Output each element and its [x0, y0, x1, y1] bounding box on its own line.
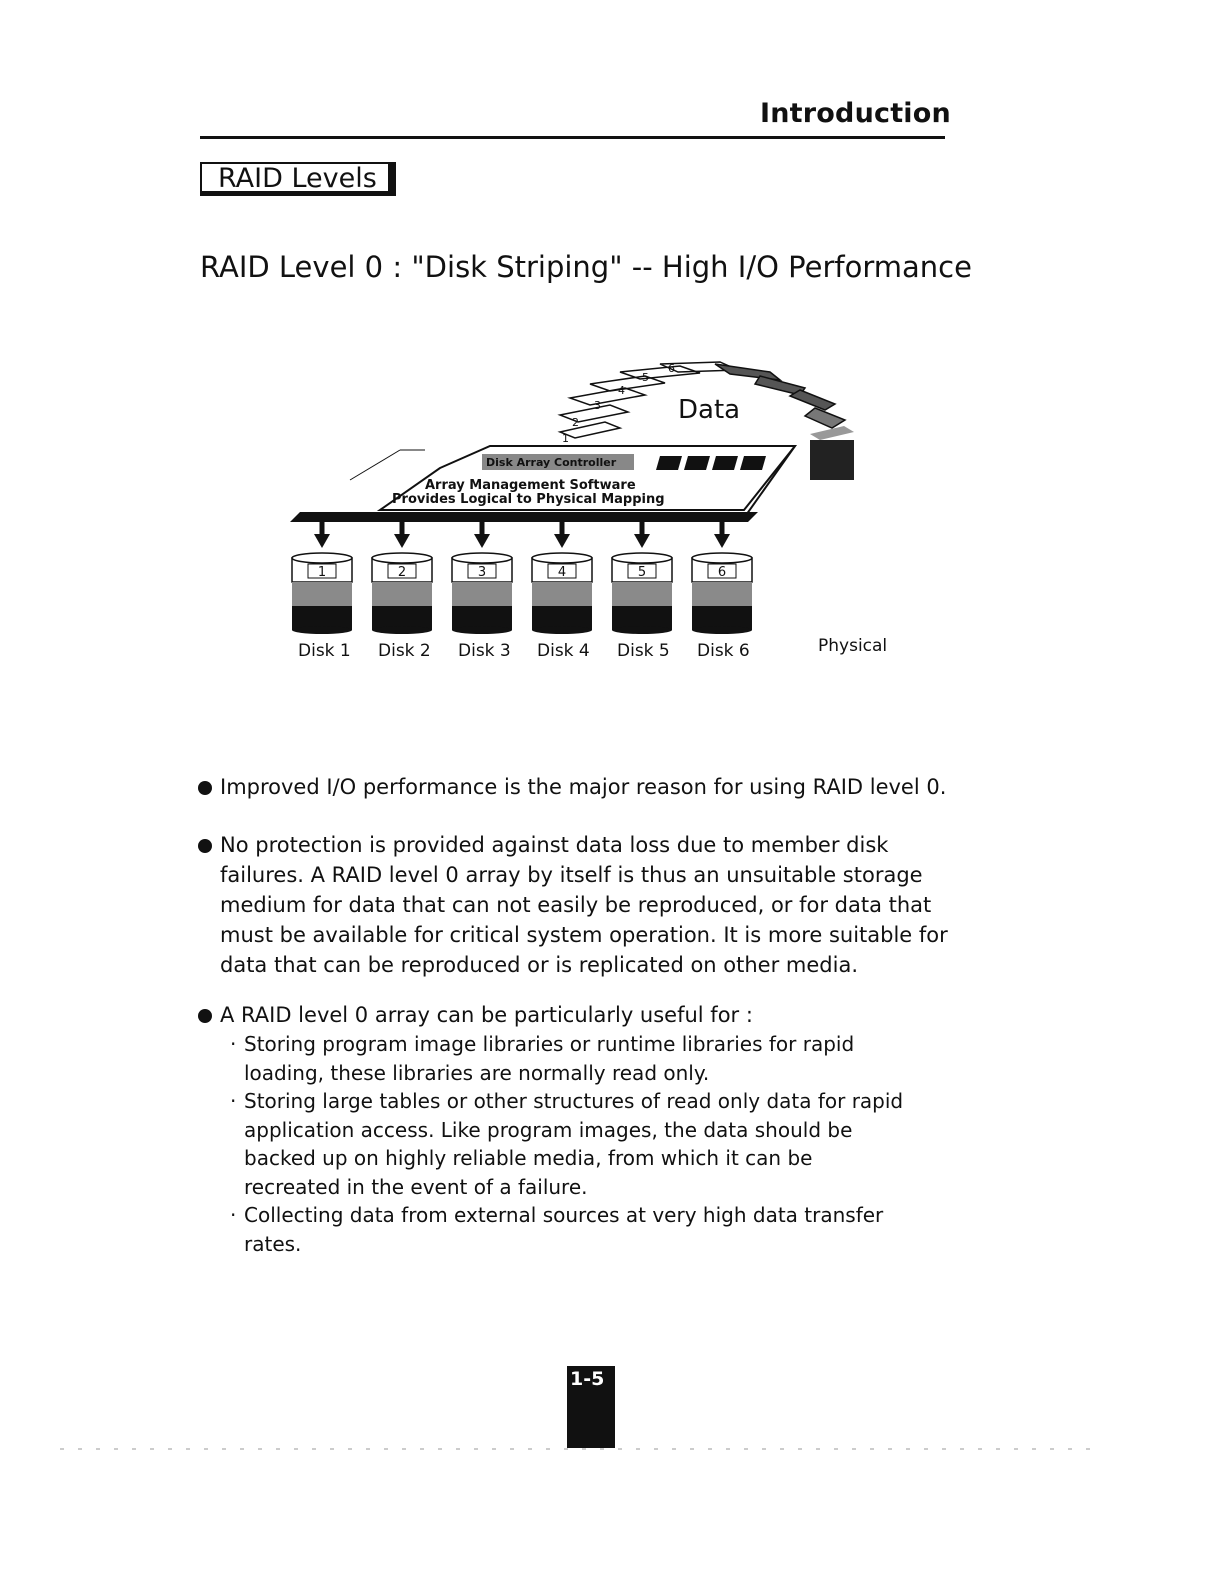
bullet-text-1: Improved I/O performance is the major reason for using RAID level 0. — [220, 775, 947, 799]
arrow-down-icon — [474, 534, 490, 548]
sub-bullet-dot-icon: · — [230, 1089, 237, 1113]
controller-label: Disk Array Controller — [486, 456, 617, 469]
disk-middle — [452, 582, 512, 606]
arrow-shaft — [480, 516, 485, 536]
stream-numbers — [562, 362, 675, 445]
stream-block-7 — [715, 364, 780, 380]
disk-cap — [692, 553, 752, 563]
sub-bullet-2-line-4: recreated in the event of a failure. — [244, 1174, 588, 1199]
stream-num-2: 2 — [572, 416, 579, 429]
disk-base — [372, 626, 432, 634]
bullet-text-2-line-1: No protection is provided against data loss due to member disk — [220, 833, 889, 857]
stream-num-1: 1 — [562, 432, 569, 445]
disk-middle — [292, 582, 352, 606]
physical-label: Physical — [818, 636, 888, 656]
sub-bullet-3-line-1: Collecting data from external sources at very high data transfer — [244, 1203, 884, 1227]
bus-bar — [290, 512, 758, 522]
arrow-shaft — [640, 516, 645, 536]
sub-bullet-3-line-2: rates. — [244, 1231, 302, 1256]
disk-label-2: Disk 2 — [378, 641, 431, 661]
raid0-diagram — [260, 350, 900, 640]
software-label-line2: Provides Logical to Physical Mapping — [392, 492, 665, 507]
stream-num-6: 6 — [668, 362, 675, 375]
section-label: RAID Levels — [218, 163, 377, 194]
bullet-dot-icon — [198, 1009, 212, 1023]
bullet-dot-icon — [198, 781, 212, 795]
host-cube — [810, 426, 854, 480]
sub-bullet-2-line-1: Storing large tables or other structures of read only data for rapid — [244, 1089, 904, 1113]
disk-middle — [692, 582, 752, 606]
sub-bullet-item-3 — [230, 1201, 930, 1258]
sub-bullet-dot-icon: · — [230, 1032, 237, 1056]
bullet-item-2 — [198, 830, 958, 980]
disk-block-number: 1 — [317, 565, 327, 580]
disk-cap — [452, 553, 512, 563]
stream-num-4: 4 — [618, 384, 625, 397]
disk-label-5: Disk 5 — [617, 641, 670, 661]
bullet-text-3: A RAID level 0 array can be particularly useful for : — [220, 1003, 753, 1027]
arrow-shaft — [400, 516, 405, 536]
arrow-shaft — [720, 516, 725, 536]
disk-cap — [612, 553, 672, 563]
header-rule — [200, 136, 945, 139]
bullet-item-3 — [198, 1000, 958, 1030]
sub-bullet-1-line-2: loading, these libraries are normally read only. — [244, 1060, 710, 1085]
arrow-down-icon — [394, 534, 410, 548]
disk-base — [532, 626, 592, 634]
disk-cap — [292, 553, 352, 563]
disk-block-number: 2 — [397, 565, 407, 580]
sub-bullet-1-line-1: Storing program image libraries or runtime libraries for rapid — [244, 1032, 855, 1056]
sub-bullet-item-1 — [230, 1030, 930, 1087]
sub-bullet-item-2 — [230, 1087, 930, 1201]
disk-block-number: 5 — [637, 565, 647, 580]
stream-block-9 — [790, 390, 835, 410]
stream-num-5: 5 — [642, 371, 649, 384]
disk-base — [452, 626, 512, 634]
disk-3 — [452, 516, 512, 634]
disk-base — [612, 626, 672, 634]
bullet-text-2-line-5: data that can be reproduced or is replicated on other media. — [220, 953, 858, 977]
disk-label-3: Disk 3 — [458, 641, 511, 661]
disk-label-6: Disk 6 — [697, 641, 750, 661]
disk-label-1: Disk 1 — [298, 641, 351, 661]
arrow-down-icon — [634, 534, 650, 548]
arrow-down-icon — [314, 534, 330, 548]
page-header-title: Introduction — [760, 98, 951, 129]
disk-base — [292, 626, 352, 634]
main-heading: RAID Level 0 : "Disk Striping" -- High I/O Performance — [200, 250, 972, 284]
disk-middle — [612, 582, 672, 606]
disk-middle — [372, 582, 432, 606]
arrow-down-icon — [554, 534, 570, 548]
disk-block-number: 6 — [717, 565, 727, 580]
controller-board — [350, 446, 795, 518]
sub-bullet-dot-icon: · — [230, 1203, 237, 1227]
bullet-dot-icon — [198, 839, 212, 853]
disk-array — [292, 516, 752, 634]
page-number: 1-5 — [570, 1368, 605, 1390]
arrow-shaft — [320, 516, 325, 536]
disk-4 — [532, 516, 592, 634]
stream-block-5 — [620, 366, 700, 379]
software-label-line1: Array Management Software — [425, 478, 636, 493]
arrow-down-icon — [714, 534, 730, 548]
arrow-shaft — [560, 516, 565, 536]
disk-base — [692, 626, 752, 634]
sub-bullet-2-line-2: application access. Like program images, the data should be — [244, 1117, 853, 1142]
stream-block-10 — [805, 408, 845, 428]
controller-modules — [656, 456, 766, 470]
disk-label-4: Disk 4 — [537, 641, 590, 661]
bullet-item-1 — [198, 772, 958, 802]
stream-num-3: 3 — [594, 399, 601, 412]
stream-block-1 — [560, 422, 620, 438]
bullet-text-2-line-3: medium for data that can not easily be reproduced, or for data that — [220, 893, 932, 917]
disk-cap — [532, 553, 592, 563]
disk-6 — [692, 516, 752, 634]
disk-1 — [292, 516, 352, 634]
disk-5 — [612, 516, 672, 634]
bullet-text-2-line-2: failures. A RAID level 0 array by itself is thus an unsuitable storage — [220, 863, 923, 887]
scan-noise-line — [60, 1448, 1100, 1450]
sub-bullet-2-line-3: backed up on highly reliable media, from which it can be — [244, 1146, 813, 1170]
disk-cap — [372, 553, 432, 563]
data-label: Data — [678, 395, 741, 425]
bullet-text-2-line-4: must be available for critical system operation. It is more suitable for — [220, 923, 948, 947]
disk-middle — [532, 582, 592, 606]
disk-block-number: 3 — [477, 565, 487, 580]
disk-block-number: 4 — [557, 565, 567, 580]
disk-2 — [372, 516, 432, 634]
